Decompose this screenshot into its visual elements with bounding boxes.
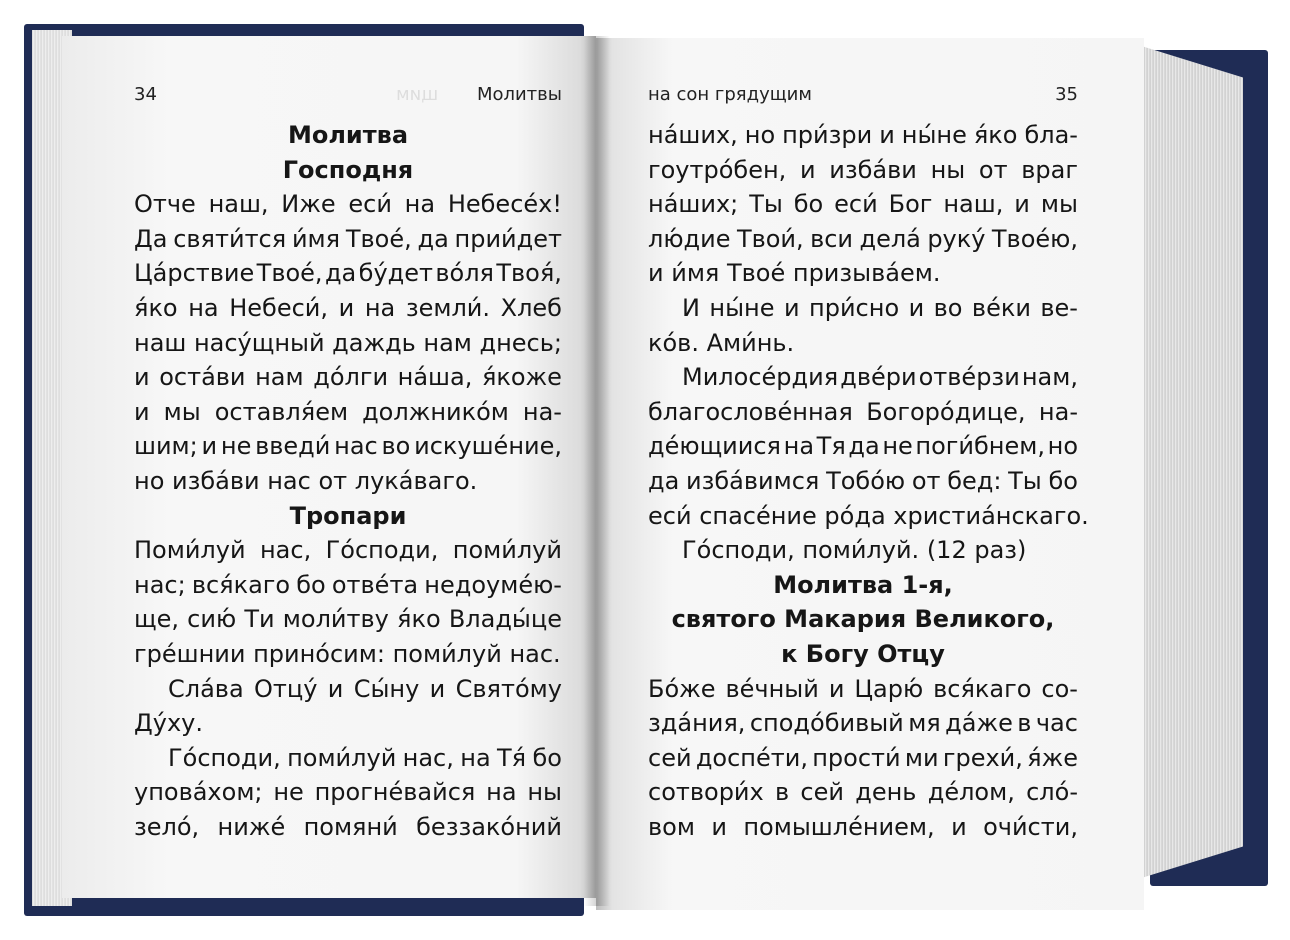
text-line: Го́споди, поми́луй нас, на Тя́ бо <box>168 743 562 772</box>
text-line: де́ющиися на Тя да не поги́бнем, но <box>648 432 1078 461</box>
text-line: зда́ния, сподо́бивый мя да́же в час <box>648 709 1078 738</box>
text-line: еси́ спасе́ние ро́да христиа́нскаго. <box>648 501 1089 530</box>
section-heading: Молитва <box>287 121 409 149</box>
text-line: ще, сию́ Ти моли́тву я́ко Влады́це <box>134 605 562 634</box>
text-line: и и́мя Твое́ призыва́ем. <box>648 259 941 288</box>
text-line: гре́шнии прино́сим: поми́луй нас. <box>134 639 561 668</box>
section-heading: Господня <box>282 155 414 184</box>
text-line: Отче наш, Иже еси́ на Небесе́х! <box>134 190 562 219</box>
text-line: и мы оставля́ем должнико́м на- <box>134 397 562 426</box>
text-line: вом и помышле́нием, и очи́сти, <box>648 812 1078 841</box>
section-heading: Тропари <box>289 501 407 530</box>
left-page-text <box>134 118 562 844</box>
section-heading: к Богу Отцу <box>781 639 945 668</box>
left-page <box>62 36 596 898</box>
text-line: И ны́не и при́сно и во ве́ки ве- <box>682 293 1078 322</box>
left-page-header <box>134 84 562 112</box>
text-line: сей доспе́ти, прости́ ми грехи́, я́же <box>648 743 1078 772</box>
text-line: упова́хом; не прогне́вайся на ны <box>134 778 562 807</box>
text-line: Го́споди, поми́луй. (12 раз) <box>682 536 1027 565</box>
section-heading: Молитва 1-я, <box>773 570 953 599</box>
running-head: Молитвы <box>476 84 562 105</box>
page-number: 34 <box>134 84 157 105</box>
text-line: Поми́луй нас, Го́споди, поми́луй <box>134 536 562 565</box>
text-line: благослове́нная Богоро́дице, на- <box>648 397 1078 426</box>
text-line: Сла́ва Отцу́ и Сы́ну и Свято́му <box>168 674 562 703</box>
text-line: но изба́ви нас от лука́ваго. <box>134 466 478 495</box>
text-line: наш насу́щный даждь нам днесь; <box>134 328 562 357</box>
text-line: Да святи́тся и́мя Твое́, да прии́дет <box>134 224 562 253</box>
running-head: на сон грядущим <box>648 84 812 105</box>
text-line: ко́в. Ами́нь. <box>648 328 795 357</box>
text-line: и оста́ви нам до́лги на́ша, я́коже <box>134 363 562 392</box>
text-line: сотвори́х в сей день де́лом, сло́- <box>648 778 1078 807</box>
text-line: да изба́вимся Тобо́ю от бед: Ты бо <box>648 466 1078 495</box>
right-page-header <box>648 84 1078 112</box>
text-line: на́ших, но при́зри и ны́не я́ко бла- <box>648 121 1078 149</box>
right-page <box>596 38 1144 910</box>
text-line: Ду́ху. <box>134 709 203 738</box>
text-line: зело́, ниже́ помяни́ беззако́ний <box>134 812 562 841</box>
text-line: гоутро́бен, и изба́ви ны от враг <box>648 155 1078 184</box>
show-through-text: щим <box>396 84 439 105</box>
text-line: шим; и не введи́ нас во искуше́ние, <box>134 432 562 461</box>
right-page-text <box>648 118 1089 844</box>
text-line: Милосе́рдия две́ри отве́рзи нам, <box>682 363 1078 392</box>
text-line: лю́дие Твои́, вси дела́ руку́ Твое́ю, <box>648 224 1078 253</box>
section-heading: святого Макария Великого, <box>671 605 1055 634</box>
page-number: 35 <box>1055 84 1078 105</box>
text-line: нас; вся́каго бо отве́та недоуме́ю- <box>134 570 562 599</box>
text-line: я́ко на Небеси́, и на земли́. Хлеб <box>134 293 562 322</box>
page-edges-right <box>1135 44 1243 880</box>
text-line: на́ших; Ты бо еси́ Бог наш, и мы <box>648 190 1078 219</box>
text-line: Бо́же ве́чный и Царю́ вся́каго со- <box>648 674 1078 703</box>
text-line: Ца́рствие Твое́, да бу́дет во́ля Твоя́, <box>134 259 562 288</box>
book-gutter <box>584 36 610 906</box>
